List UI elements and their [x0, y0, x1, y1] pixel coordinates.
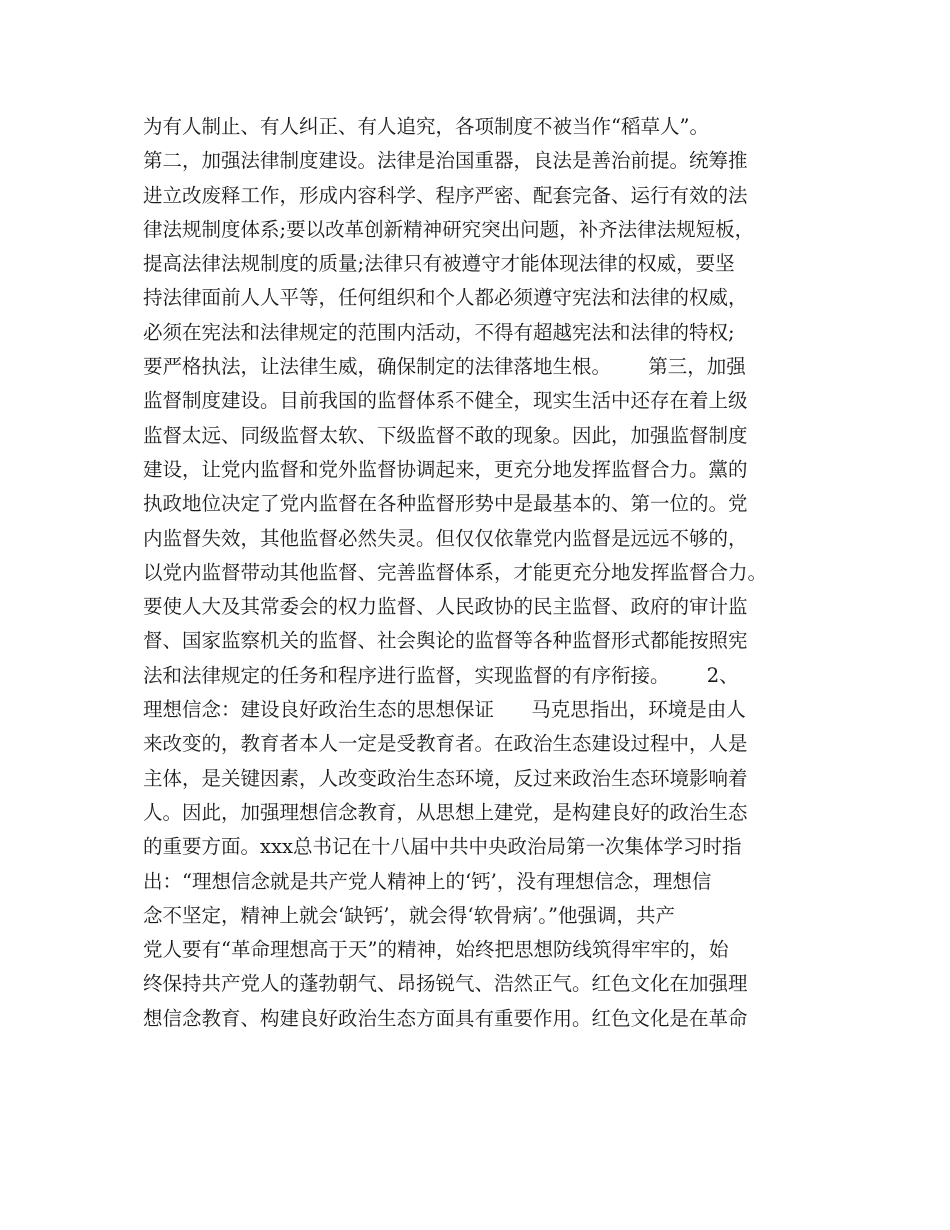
text-line: 要使人大及其常委会的权力监督、人民政协的民主监督、政府的审计监: [143, 595, 748, 619]
text-line: 出：“理想信念就是共产党人精神上的‘钙’，没有理想信念，理想信: [143, 869, 712, 893]
body-text: [143, 110, 843, 1036]
text-line: 理想信念：建设良好政治生态的思想保证 马克思指出，环境是由人: [143, 698, 746, 722]
text-line: 以党内监督带动其他监督、完善监督体系，才能更充分地发挥监督合力。: [143, 560, 768, 584]
text-line: 督、国家监察机关的监督、社会舆论的监督等各种监督形式都能按照宪: [143, 629, 748, 653]
text-line: 内监督失效，其他监督必然失灵。但仅仅依靠党内监督是远远不够的，: [143, 526, 748, 550]
text-line: 律法规制度体系;要以改革创新精神研究突出问题，补齐法律法规短板，: [143, 217, 755, 241]
text-line: 来改变的，教育者本人一定是受教育者。在政治生态建设过程中，人是: [143, 732, 748, 756]
text-line: 监督制度建设。目前我国的监督体系不健全，现实生活中还存在着上级: [143, 389, 748, 413]
text-line: 党人要有“革命理想高于天”的精神，始终把思想防线筑得牢牢的，始: [143, 938, 729, 962]
text-line: 的重要方面。xxx总书记在十八届中共中央政治局第一次集体学习时指: [143, 835, 742, 859]
text-line: 持法律面前人人平等，任何组织和个人都必须遵守宪法和法律的权威，: [143, 286, 748, 310]
text-line: 人。因此，加强理想信念教育，从思想上建党，是构建良好的政治生态: [143, 800, 748, 824]
text-line: 想信念教育、构建良好政治生态方面具有重要作用。红色文化是在革命: [143, 1006, 748, 1030]
text-line: 要严格执法，让法律生威，确保制定的法律落地生根。 第三，加强: [143, 355, 746, 379]
text-line: 进立改废释工作，形成内容科学、程序严密、配套完备、运行有效的法: [143, 183, 748, 207]
text-line: 主体，是关键因素，人改变政治生态环境，反过来政治生态环境影响着: [143, 766, 748, 790]
text-line: 必须在宪法和法律规定的范围内活动，不得有超越宪法和法律的特权;: [143, 320, 735, 344]
text-line: 第二，加强法律制度建设。法律是治国重器，良法是善治前提。统筹推: [143, 149, 748, 173]
text-line: 执政地位决定了党内监督在各种监督形势中是最基本的、第一位的。党: [143, 492, 748, 516]
text-line: 终保持共产党人的蓬勃朝气、昂扬锐气、浩然正气。红色文化在加强理: [143, 972, 748, 996]
text-line: 念不坚定，精神上就会‘缺钙’，就会得‘软骨病’。”他强调，共产: [143, 903, 676, 927]
text-line: 建设，让党内监督和党外监督协调起来，更充分地发挥监督合力。黨的: [143, 457, 748, 481]
text-line: 为有人制止、有人纠正、有人追究，各项制度不被当作“稻草人”。: [143, 115, 709, 138]
text-line: 监督太远、同级监督太软、下级监督不敢的现象。因此，加强监督制度: [143, 423, 748, 447]
text-line: 法和法律规定的任务和程序进行监督，实现监督的有序衔接。 2、: [143, 663, 739, 687]
text-line: 提高法律法规制度的质量;法律只有被遵守才能体现法律的权威，要坚: [143, 252, 735, 276]
